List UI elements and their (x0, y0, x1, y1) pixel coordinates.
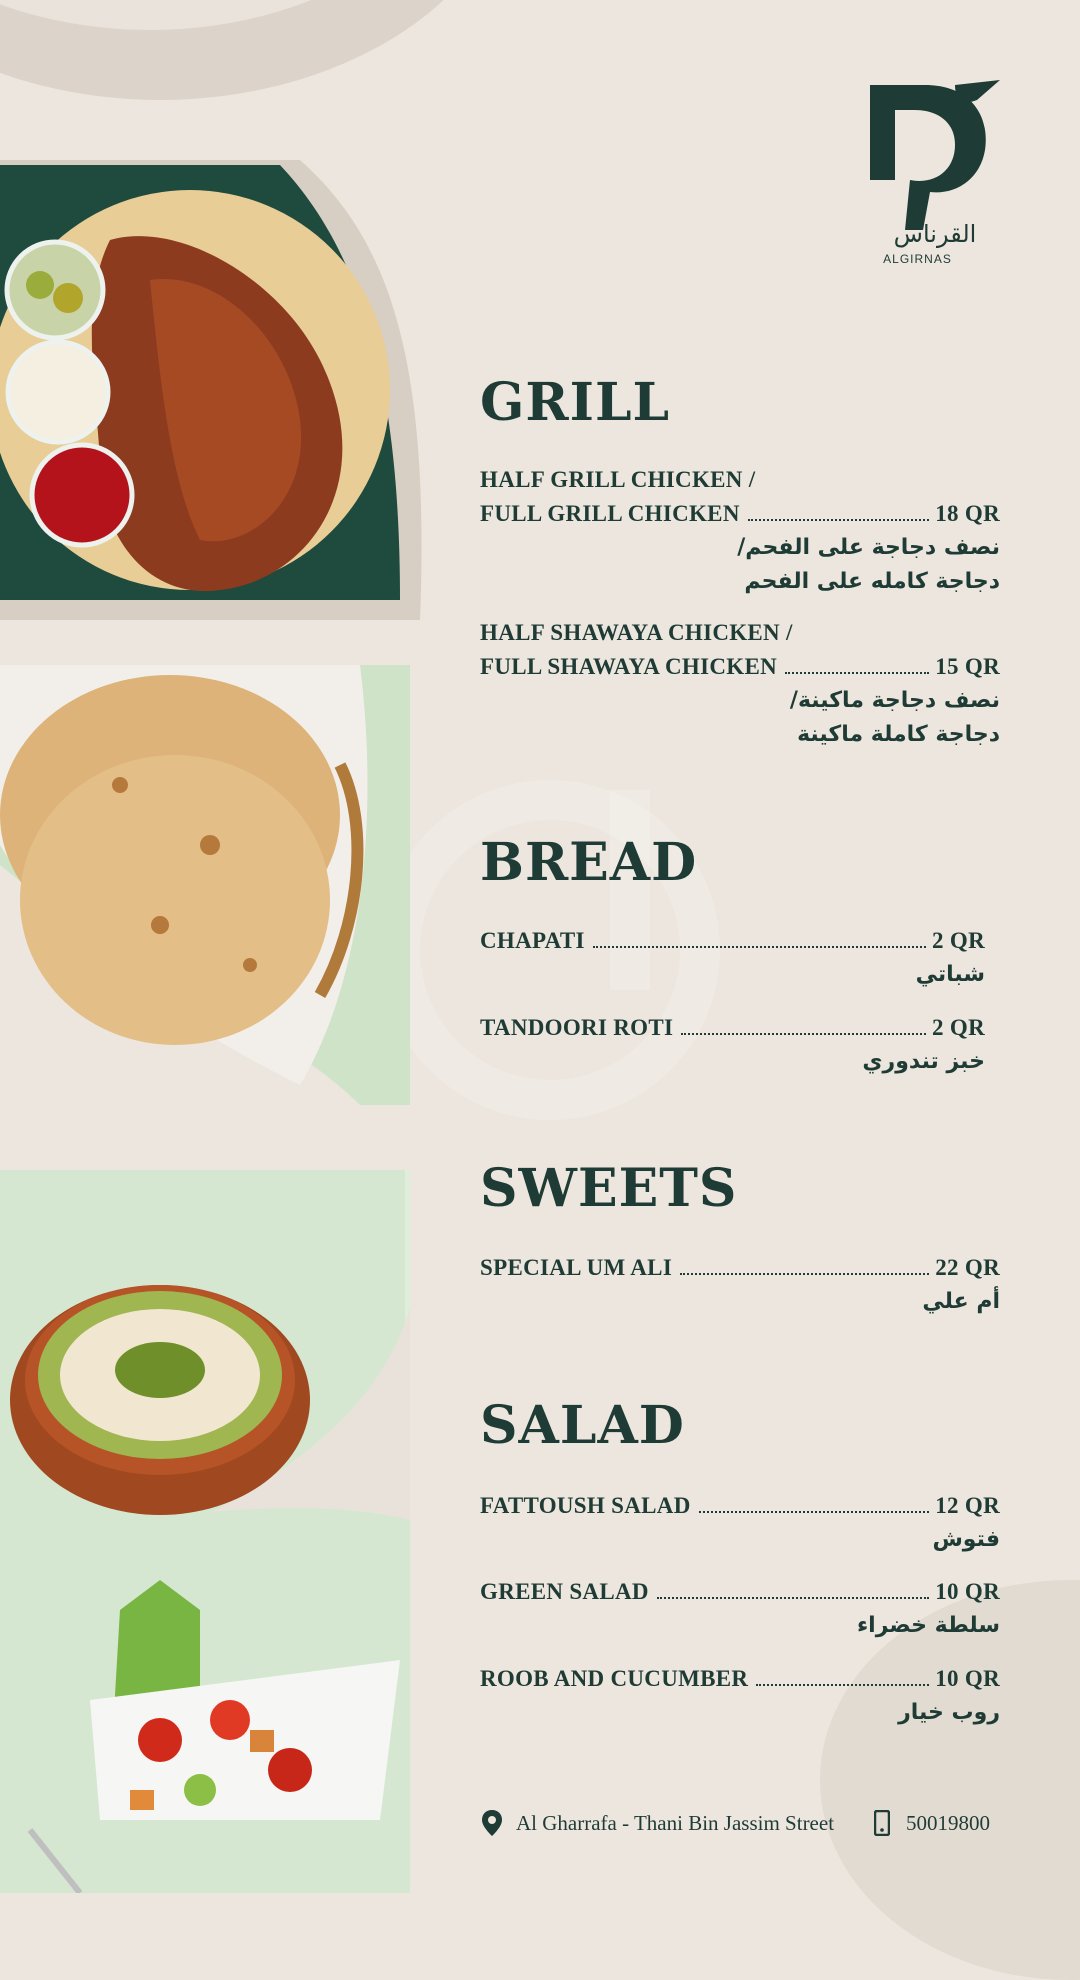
item-arabic: أم علي (922, 1289, 1000, 1314)
dot-leader (699, 1511, 930, 1513)
logo-arabic-text: القرناس (893, 220, 977, 248)
item-arabic: فتوش (932, 1527, 1000, 1552)
location-pin-icon (482, 1810, 502, 1836)
brand-logo (865, 80, 1005, 270)
phone-icon (874, 1810, 890, 1836)
dot-leader (680, 1273, 929, 1275)
item-name: GREEN SALAD (480, 1579, 649, 1604)
item-name: CHAPATI (480, 928, 585, 953)
salad-photo (0, 1500, 410, 1893)
item-name: TANDOORI ROTI (480, 1015, 674, 1040)
item-arabic-line2: دجاجة كامله على الفحم (744, 569, 1000, 594)
item-arabic-line2: دجاجة كاملة ماكينة (797, 722, 1000, 747)
menu-item-roob-cucumber (480, 1662, 1000, 1730)
dot-leader (593, 946, 926, 948)
section-title-grill: GRILL (480, 372, 671, 433)
menu-item-tandoori-roti (480, 1011, 985, 1079)
item-name: FULL GRILL CHICKEN (480, 501, 740, 526)
section-title-bread: BREAD (480, 832, 698, 893)
item-price: 15 QR (935, 654, 1000, 679)
dot-leader (657, 1597, 929, 1599)
address-text: Al Gharrafa - Thani Bin Jassim Street (516, 1810, 835, 1835)
item-arabic: خبز تندوري (862, 1049, 985, 1074)
menu-item-grill-chicken (480, 463, 1000, 599)
item-name: FATTOUSH SALAD (480, 1493, 691, 1518)
item-name: FULL SHAWAYA CHICKEN (480, 654, 778, 679)
eagle-logo-icon (865, 80, 1005, 230)
phone-number[interactable]: 50019800 (906, 1810, 991, 1835)
item-price: 10 QR (935, 1579, 1000, 1604)
chapati-photo (0, 665, 410, 1105)
logo-latin-text: ALGIRNAS (883, 252, 952, 266)
item-price: 2 QR (932, 928, 985, 953)
dot-leader (681, 1033, 926, 1035)
item-arabic: شباتي (915, 962, 985, 987)
item-arabic: سلطة خضراء (856, 1613, 1000, 1638)
item-arabic: روب خيار (898, 1700, 1000, 1725)
item-name-line1: HALF SHAWAYA CHICKEN / (480, 620, 793, 645)
item-price: 18 QR (935, 501, 1000, 526)
item-price: 22 QR (935, 1255, 1000, 1280)
item-price: 2 QR (932, 1015, 985, 1040)
menu-item-chapati (480, 924, 985, 992)
dot-leader (748, 519, 930, 521)
dot-leader (756, 1684, 929, 1686)
menu-item-um-ali (480, 1251, 1000, 1319)
dot-leader (785, 672, 929, 674)
item-price: 12 QR (935, 1493, 1000, 1518)
item-arabic-line1: نصف دجاجة ماكينة/ (789, 688, 1000, 713)
menu-item-green-salad (480, 1575, 1000, 1643)
menu-item-shawaya-chicken (480, 616, 1000, 752)
section-title-salad: SALAD (480, 1395, 685, 1456)
section-title-sweets: SWEETS (480, 1158, 738, 1219)
menu-item-fattoush (480, 1489, 1000, 1557)
item-arabic-line1: نصف دجاجة على الفحم/ (737, 535, 1000, 560)
item-name: SPECIAL UM ALI (480, 1255, 673, 1280)
item-name: ROOB AND CUCUMBER (480, 1666, 749, 1691)
item-price: 10 QR (935, 1666, 1000, 1691)
footer-contact (482, 1810, 990, 1836)
grill-chicken-photo (0, 160, 430, 620)
item-name-line1: HALF GRILL CHICKEN / (480, 467, 756, 492)
